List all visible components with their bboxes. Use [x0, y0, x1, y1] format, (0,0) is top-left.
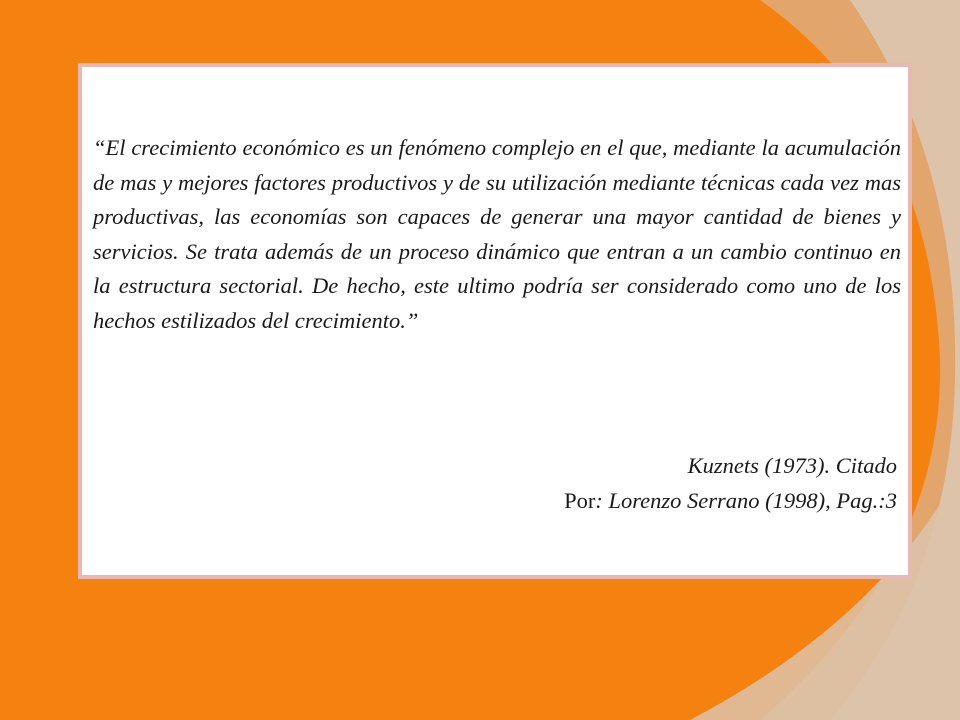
- quote-card: [78, 63, 912, 579]
- citation-line-2-rest: : Lorenzo Serrano (1998), Pag.:3: [595, 487, 897, 513]
- citation-line-2-prefix: Por: [564, 487, 596, 513]
- citation-line-1: Kuznets (1973). Citado: [687, 453, 897, 478]
- quote-text: “El crecimiento económico es un fenómeno complejo en el que, mediante la acumulación de mas y mejores factores productivos y de su utilización mediante técnicas cada vez mas productivas, las economías son capaces de generar una mayor cantidad de bienes y servicios. Se trata además de un proceso dinámico que entran a un cambio continuo en la estructura sectorial. De hecho, este ultimo podría ser considerado como uno de los hechos estilizados del crecimiento.”: [93, 135, 901, 333]
- citation: [564, 449, 897, 518]
